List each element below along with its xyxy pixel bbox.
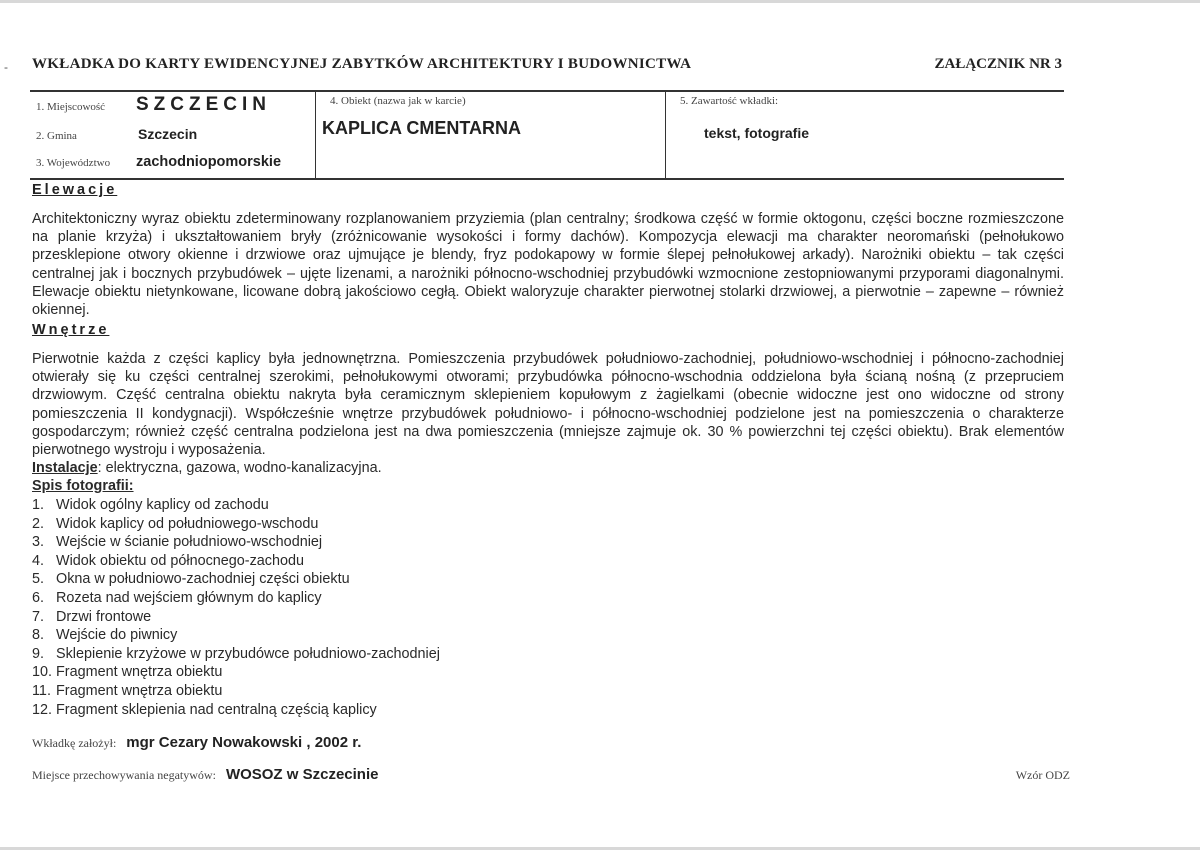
- margin-dash: -: [4, 60, 8, 74]
- author-line: [32, 734, 361, 751]
- list-item: [32, 701, 440, 720]
- list-item: [32, 515, 440, 534]
- photo-number: 6.: [32, 589, 45, 606]
- list-item: [32, 552, 440, 571]
- locality-label: 1. Miejscowość: [36, 101, 106, 113]
- photo-caption: Widok kaplicy od południowego-wschodu: [56, 515, 319, 532]
- photo-number: 9.: [32, 645, 45, 662]
- contents-label: 5. Zawartość wkładki:: [680, 95, 779, 107]
- location-column: [30, 92, 316, 178]
- list-item: [32, 589, 440, 608]
- installations-line: [32, 460, 382, 476]
- storage-value: WOSOZ w Szczecinie: [225, 766, 379, 783]
- object-label: 4. Obiekt (nazwa jak w karcie): [330, 95, 466, 107]
- voivodeship-value: zachodniopomorskie: [136, 154, 282, 170]
- storage-label: Miejsce przechowywania negatywów:: [32, 768, 216, 782]
- elevations-heading: Elewacje: [32, 182, 118, 198]
- document-title: WKŁADKA DO KARTY EWIDENCYJNEJ ZABYTKÓW ARCHITEKTURY I BUDOWNICTWA: [32, 56, 692, 72]
- photo-number: 8.: [32, 627, 45, 644]
- contents-column: [666, 92, 1064, 178]
- locality-value: SZCZECIN: [136, 94, 271, 115]
- installations-text: : elektryczna, gazowa, wodno-kanalizacyjna.: [97, 460, 382, 476]
- commune-row: [36, 126, 197, 142]
- photo-list: [32, 496, 440, 719]
- photo-caption: Fragment wnętrza obiektu: [56, 664, 223, 681]
- commune-label: 2. Gmina: [36, 130, 77, 142]
- photo-number: 1.: [32, 497, 45, 513]
- photo-number: 5.: [32, 571, 45, 588]
- photo-number: 7.: [32, 608, 45, 625]
- elevations-text: Architektoniczny wyraz obiektu zdeterminowany rozplanowaniem przyziemia (plan centralny; środkowa część w formie oktogonu, części boczne rozmieszczone na planie krzyża) i ukształtowaniem bryły (zróżnicowanie wysokości i formy dachów). Kompozycja elewacji ma charakter neoromański (pełnołukowo przesklepione otwory okienne i drzwiowe oraz ujmujące je blendy, fryz podokapowy w formie ślepej pełnołukowej arkady). Narożniki obiektu – tak części centralnej jak i bocznych przybudówek – ujęte lizenami, a narożniki północno-wschodniej przybudówki wzmocnione zestopniowanymi przyporami diagonalnymi. Elewacje obiektu nietynkowane, licowane dobrą jakościowo cegłą. Obiekt waloryzuje charakter pierwotnej stolarki drzwiowej, a pierwotnie – zapewne – również okiennej.: [32, 211, 1064, 319]
- photo-number: 10.: [32, 664, 53, 681]
- photo-caption: Widok obiektu od północnego-zachodu: [56, 552, 305, 569]
- locality-row: [36, 94, 271, 116]
- list-item: [32, 496, 440, 515]
- photo-number: 11.: [32, 682, 51, 699]
- photo-caption: Wejście do piwnicy: [56, 627, 178, 644]
- list-item: [32, 626, 440, 645]
- template-mark: Wzór ODZ: [1015, 768, 1070, 782]
- photo-caption: Fragment wnętrza obiektu: [56, 682, 223, 699]
- voivodeship-label: 3. Województwo: [36, 157, 111, 169]
- photo-number: 3.: [32, 534, 45, 551]
- contents-value: tekst, fotografie: [704, 125, 810, 141]
- storage-line: [32, 766, 378, 783]
- installations-label: Instalacje: [32, 460, 98, 476]
- photo-number: 4.: [32, 552, 45, 569]
- info-table: [30, 90, 1064, 180]
- photo-caption: Fragment sklepienia nad centralną częścią kaplicy: [56, 701, 377, 718]
- interior-heading: Wnętrze: [32, 322, 110, 338]
- photo-caption: Okna w południowo-zachodniej części obiektu: [56, 571, 350, 588]
- photo-number: 12.: [32, 701, 53, 718]
- list-item: [32, 570, 440, 589]
- object-value: KAPLICA CMENTARNA: [322, 118, 521, 138]
- list-item: [32, 663, 440, 682]
- photo-caption: Wejście w ścianie południowo-wschodniej: [56, 534, 323, 551]
- annex-number: ZAŁĄCZNIK NR 3: [934, 56, 1062, 72]
- photo-caption: Rozeta nad wejściem głównym do kaplicy: [56, 589, 322, 606]
- commune-value: Szczecin: [138, 126, 198, 142]
- voivodeship-row: [36, 154, 281, 170]
- list-item: [32, 682, 440, 701]
- author-label: Wkładkę założył:: [32, 736, 117, 750]
- list-item: [32, 608, 440, 627]
- list-item: [32, 533, 440, 552]
- author-value: mgr Cezary Nowakowski , 2002 r.: [126, 734, 362, 751]
- photo-number: 2.: [32, 515, 45, 532]
- interior-text: Pierwotnie każda z części kaplicy była jednownętrzna. Pomieszczenia przybudówek południowo-zachodniej, południowo-wschodniej i północno-zachodniej otwierały się ku części centralnej szerokimi, pełnołukowymi otworami; przybudówka północno-wschodnia oddzielona była ścianą nośną (z przepruciem drzwiowym. Część centralna obiektu nakryta była ceramicznym sklepieniem kopułowym z żagielkami (obecnie widoczne jest ono widoczne od strony pomieszczenia II kondygnacji). Współcześnie wnętrze przybudówek południowo- i północno-wschodniej podzielone jest na pomieszczenia o charakterze gospodarczym; również część centralna podzielona jest na dwa pomieszczenia (mniejsze zajmuje ok. 30 % powierzchni tej części obiektu). Brak elementów pierwotnego wystroju i wyposażenia.: [32, 351, 1064, 459]
- object-column: [316, 92, 666, 178]
- photo-caption: Drzwi frontowe: [56, 608, 152, 625]
- photo-caption: Widok ogólny kaplicy od zachodu: [56, 497, 269, 513]
- list-item: [32, 645, 440, 664]
- photos-heading: Spis fotografii:: [32, 478, 134, 494]
- photo-caption: Sklepienie krzyżowe w przybudówce południowo-zachodniej: [56, 645, 440, 662]
